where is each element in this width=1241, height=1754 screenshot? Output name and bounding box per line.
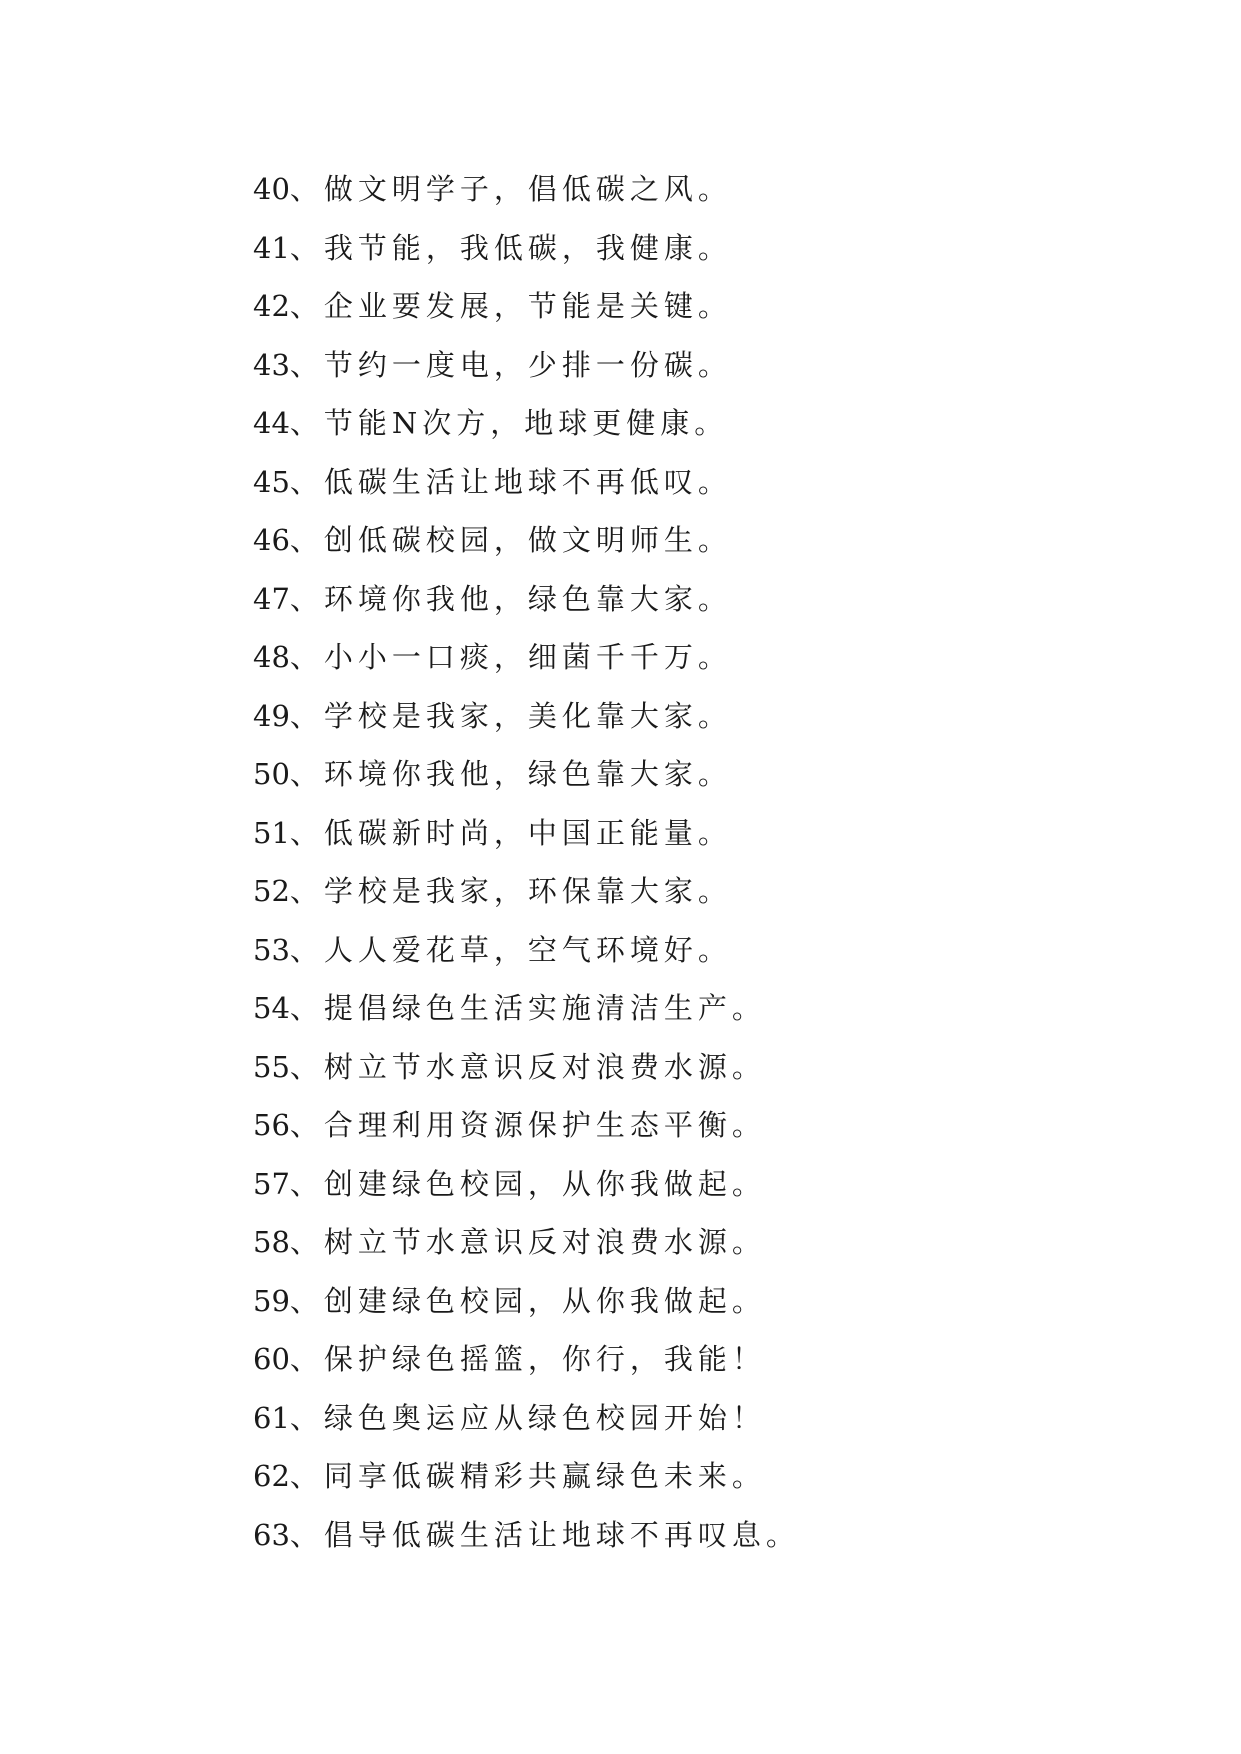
item-number: 58 [253,1225,290,1259]
item-separator: 、 [289,991,324,1025]
item-separator: 、 [289,640,324,674]
item-number: 44 [253,406,290,440]
list-item [253,804,800,863]
item-text: 环境你我他，绿色靠大家。 [323,757,732,791]
item-text: 小小一口痰，细菌千千万。 [323,640,732,674]
list-item [253,979,800,1038]
item-text: 节能N次方，地球更健康。 [323,406,729,440]
list-item [253,1213,800,1272]
item-text: 低碳新时尚，中国正能量。 [323,815,732,850]
item-separator: 、 [289,757,324,791]
item-separator: 、 [289,874,324,908]
item-number: 62 [253,1459,290,1493]
list-item [253,1447,800,1506]
item-number: 54 [253,991,290,1025]
item-separator: 、 [289,464,324,499]
item-separator: 、 [289,1166,324,1201]
item-separator: 、 [289,932,324,967]
item-text: 同享低碳精彩共赢绿色未来。 [323,1459,766,1493]
item-separator: 、 [289,230,324,265]
item-separator: 、 [289,406,324,440]
list-item [253,336,800,395]
list-item [253,219,800,278]
list-item [253,511,800,570]
item-text: 绿色奥运应从绿色校园开始！ [323,1400,766,1435]
item-text: 节约一度电，少排一份碳。 [323,347,732,382]
item-text: 树立节水意识反对浪费水源。 [323,1225,766,1259]
list-item [253,394,800,453]
item-text: 企业要发展，节能是关键。 [323,289,732,323]
item-number: 53 [253,932,290,967]
item-separator: 、 [289,581,324,616]
item-number: 45 [253,464,290,499]
list-item [253,1038,800,1097]
list-item [253,160,800,219]
item-text: 树立节水意识反对浪费水源。 [323,1049,766,1084]
item-separator: 、 [289,698,324,733]
item-text: 低碳生活让地球不再低叹。 [323,464,732,499]
item-number: 56 [253,1108,290,1142]
item-separator: 、 [289,1225,324,1259]
item-text: 倡导低碳生活让地球不再叹息。 [323,1517,800,1552]
item-text: 保护绿色摇篮，你行，我能！ [323,1342,766,1376]
item-separator: 、 [289,523,324,557]
item-text: 环境你我他，绿色靠大家。 [323,581,732,616]
item-separator: 、 [289,1400,324,1435]
list-item [253,1330,800,1389]
item-separator: 、 [289,815,324,850]
item-number: 49 [253,698,290,733]
list-item [253,1506,800,1565]
item-text: 创建绿色校园，从你我做起。 [323,1283,766,1318]
item-text: 合理利用资源保护生态平衡。 [323,1108,766,1142]
item-separator: 、 [289,289,324,323]
item-number: 46 [253,523,290,557]
item-text: 创建绿色校园，从你我做起。 [323,1166,766,1201]
list-item [253,1272,800,1331]
item-number: 60 [253,1342,290,1376]
item-separator: 、 [289,1283,324,1318]
item-number: 55 [253,1049,290,1084]
list-item [253,277,800,336]
list-item [253,1389,800,1448]
slogan-list [253,160,800,1564]
item-separator: 、 [289,1108,324,1142]
item-number: 41 [253,230,290,265]
item-text: 学校是我家，环保靠大家。 [323,874,732,908]
list-item [253,862,800,921]
item-text: 做文明学子，倡低碳之风。 [323,172,732,206]
list-item [253,1096,800,1155]
item-number: 40 [253,172,290,206]
list-item [253,1155,800,1214]
list-item [253,453,800,512]
item-separator: 、 [289,1049,324,1084]
item-text: 人人爱花草，空气环境好。 [323,932,732,967]
item-separator: 、 [289,172,324,206]
item-separator: 、 [289,347,324,382]
item-number: 57 [253,1166,290,1201]
list-item [253,687,800,746]
item-number: 42 [253,289,290,323]
item-number: 43 [253,347,290,382]
item-text: 我节能，我低碳，我健康。 [323,230,732,265]
item-number: 51 [253,815,290,850]
item-number: 52 [253,874,290,908]
item-text: 创低碳校园，做文明师生。 [323,523,732,557]
item-separator: 、 [289,1342,324,1376]
item-separator: 、 [289,1517,324,1552]
list-item [253,628,800,687]
list-item [253,745,800,804]
item-separator: 、 [289,1459,324,1493]
item-number: 47 [253,581,290,616]
item-number: 50 [253,757,290,791]
item-number: 48 [253,640,290,674]
item-text: 学校是我家，美化靠大家。 [323,698,732,733]
item-number: 61 [253,1400,290,1435]
item-number: 63 [253,1517,290,1552]
list-item [253,570,800,629]
item-number: 59 [253,1283,290,1318]
list-item [253,921,800,980]
item-text: 提倡绿色生活实施清洁生产。 [323,991,766,1025]
